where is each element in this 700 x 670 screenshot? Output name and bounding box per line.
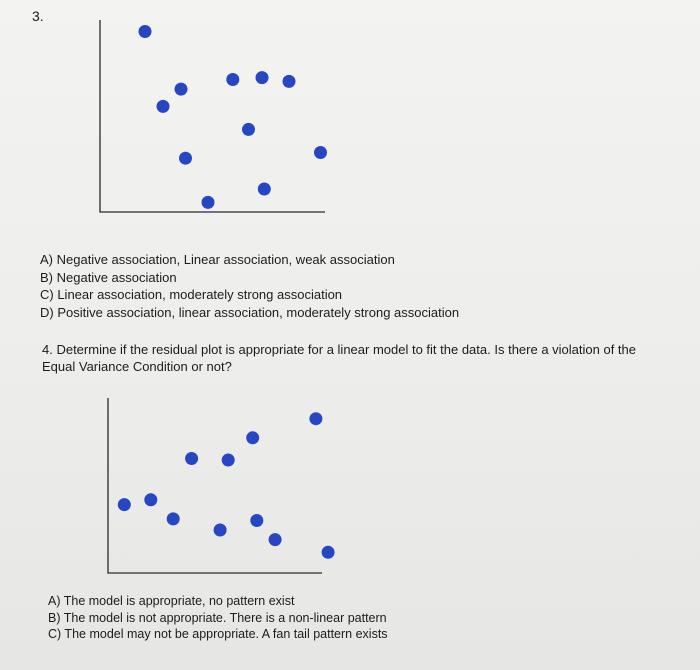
question-4-options [48,593,388,643]
question-3-point [283,75,296,88]
question-4-option-b: B) The model is not appropriate. There is a non-linear pattern [48,610,387,625]
question-4-point [269,533,282,546]
question-3-option-b: B) Negative association [40,269,177,285]
question-3-option-c: C) Linear association, moderately strong association [40,287,343,302]
question-4-option-c: C) The model may not be appropriate. A fan tail pattern exists [48,627,388,641]
question-4-point [144,493,157,506]
question-4-point [246,431,259,444]
question-3-point [139,25,152,38]
question-3-point [256,71,269,84]
question-4-point [250,514,263,527]
question-4-point [167,512,180,525]
question-4-option-a: A) The model is appropriate, no pattern exist [48,594,295,608]
question-4-axes [108,398,322,573]
question-3-point [314,146,327,159]
question-3-axes [100,20,325,212]
question-4-prompt: 4. Determine if the residual plot is appropriate for a linear model to fit the data. Is there a violation of the Equal Variance Condition or not? [42,342,636,374]
question-3-options [40,251,459,321]
question-3-point [202,196,215,209]
question-4-point [322,546,335,559]
question-4-point [214,524,227,537]
question-3-point [258,183,271,196]
question-3-point [175,83,188,96]
question-3-option-a: A) Negative association, Linear association, weak association [40,252,395,267]
question-3-number: 3. [32,8,44,24]
question-3-point [226,73,239,86]
question-4-point [222,454,235,467]
question-4-point [185,452,198,465]
question-3-point [179,152,192,165]
question-4-point [118,498,131,511]
question-3-point [242,123,255,136]
question-3-point [157,100,170,113]
question-3-option-d: D) Positive association, linear association, moderately strong association [40,304,460,320]
question-4-point [309,412,322,425]
